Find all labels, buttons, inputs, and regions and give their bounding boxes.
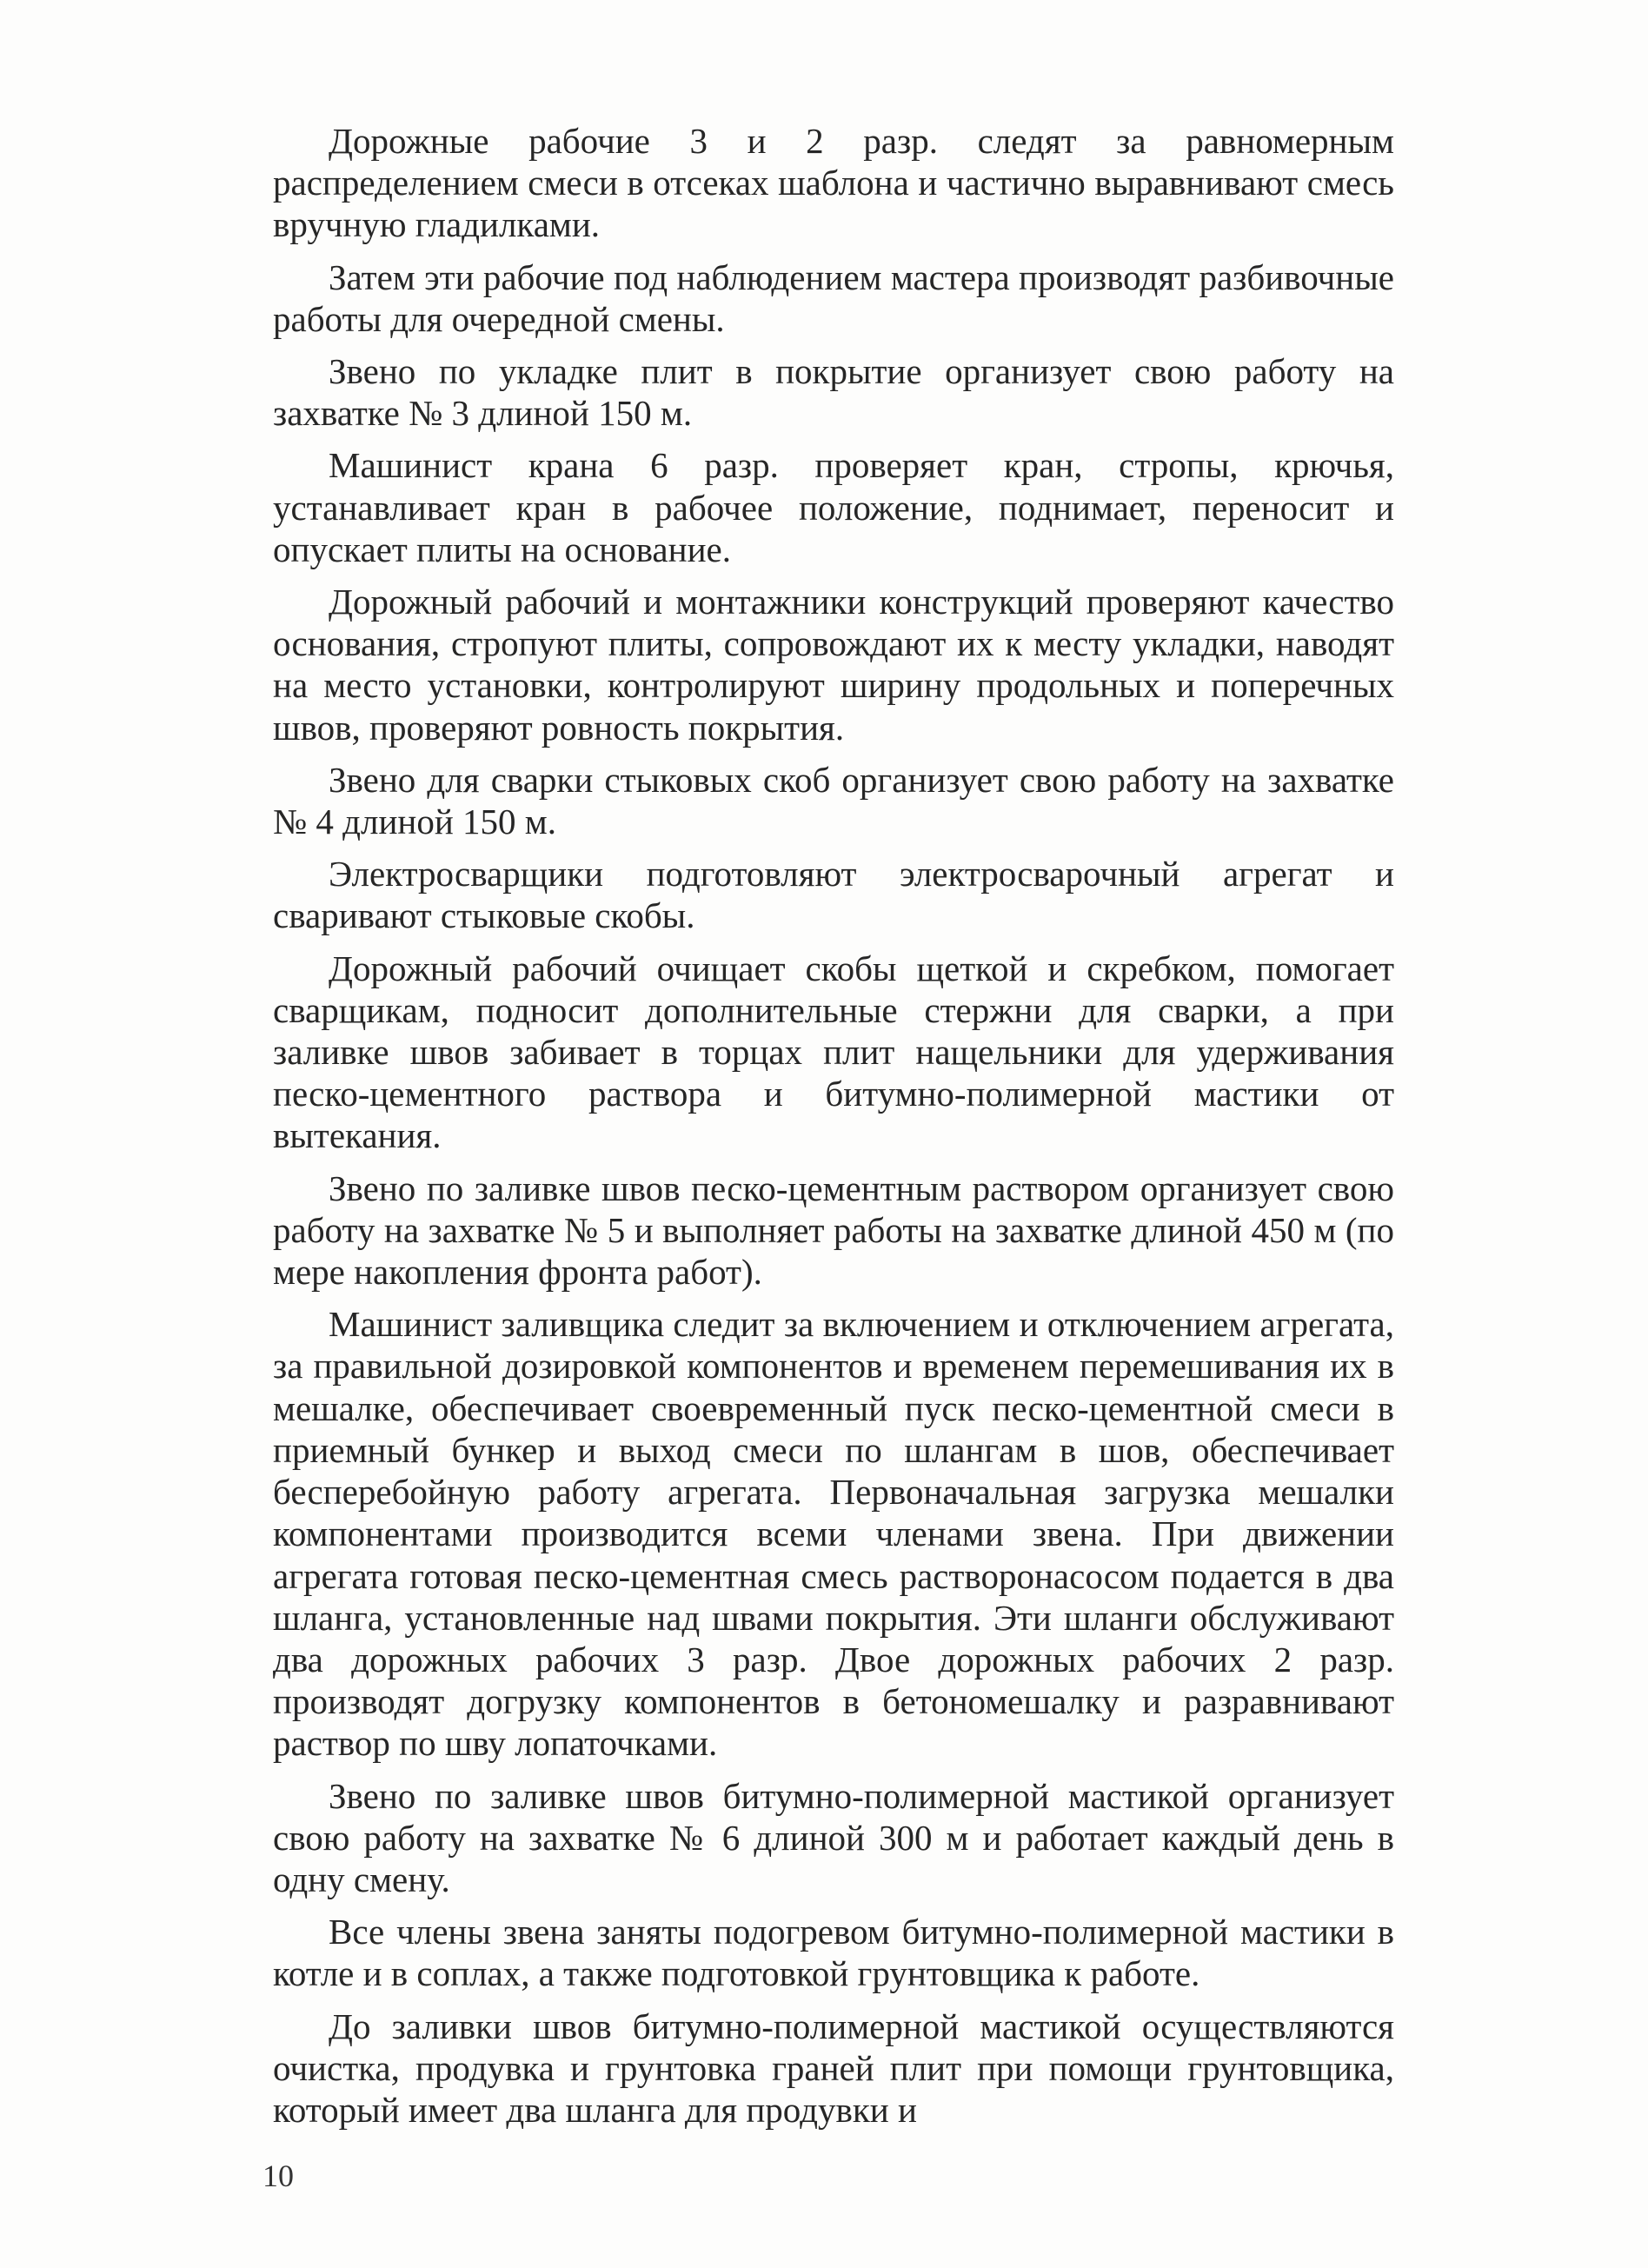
page-number: 10 (262, 2158, 294, 2193)
paragraph: Машинист заливщика следит за включением и отключением агрегата, за правильной дозировкой компонентов и временем перемешивания их в мешалке, обеспечивает своевременный пуск песко-цементной смеси в приемный бункер и выход смеси по шлангам в шов, обеспечивает бесперебойную работу агрегата. Первоначальная загрузка мешалки компонентами производится всеми членами звена. При движении агрегата готовая песко-цементная смесь растворонасосом подается в два шланга, установленные над швами покрытия. Эти шланги обслуживают два дорожных рабочих 3 разр. Двое дорожных рабочих 2 разр. производят догрузку компонентов в бетономешалку и разравнивают раствор по шву лопаточками. (273, 1304, 1394, 1764)
paragraph: Звено по заливке швов битумно-полимерной мастикой организует свою работу на захватке № 6 длиной 300 м и работает каждый день в одну смену. (273, 1775, 1394, 1899)
paragraph: Дорожный рабочий очищает скобы щеткой и скребком, помогает сварщикам, подносит дополнительные стержни для сварки, а при заливке швов забивает в торцах плит нащельники для удерживания песко-цементного раствора и битумно-полимерной мастики от вытекания. (273, 948, 1394, 1156)
paragraph: Звено по укладке плит в покрытие организует свою работу на захватке № 3 длиной 150 м. (273, 351, 1394, 434)
paragraph: Звено по заливке швов песко-цементным раствором организует свою работу на захватке № 5 и выполняет работы на захватке длиной 450 м (по мере накопления фронта работ). (273, 1167, 1394, 1293)
paragraph: Машинист крана 6 разр. проверяет кран, стропы, крючья, устанавливает кран в рабочее положение, поднимает, переносит и опускает плиты на основание. (273, 445, 1394, 569)
paragraph: Все члены звена заняты подогревом битумно-полимерной мастики в котле и в соплах, а также подготовкой грунтовщика к работе. (273, 1912, 1394, 1994)
paragraph: Звено для сварки стыковых скоб организует свою работу на захватке № 4 длиной 150 м. (273, 759, 1394, 842)
paragraph: Дорожные рабочие 3 и 2 разр. следят за равномерным распределением смеси в отсеках шаблона и частично выравнивают смесь вручную гладилками. (273, 121, 1394, 245)
paragraph: Электросварщики подготовляют электросварочный агрегат и сваривают стыковые скобы. (273, 854, 1394, 936)
paragraph: Затем эти рабочие под наблюдением мастера производят разбивочные работы для очередной смены. (273, 256, 1394, 339)
paragraph: До заливки швов битумно-полимерной мастикой осуществляются очистка, продувка и грунтовка граней плит при помощи грунтовщика, который имеет два шланга для продувки и (273, 2005, 1394, 2130)
paragraph: Дорожный рабочий и монтажники конструкций проверяют качество основания, стропуют плиты, сопровождают их к месту укладки, наводят на место установки, контролируют ширину продольных и поперечных швов, проверяют ровность покрытия. (273, 582, 1394, 748)
body-text (273, 120, 1394, 2141)
